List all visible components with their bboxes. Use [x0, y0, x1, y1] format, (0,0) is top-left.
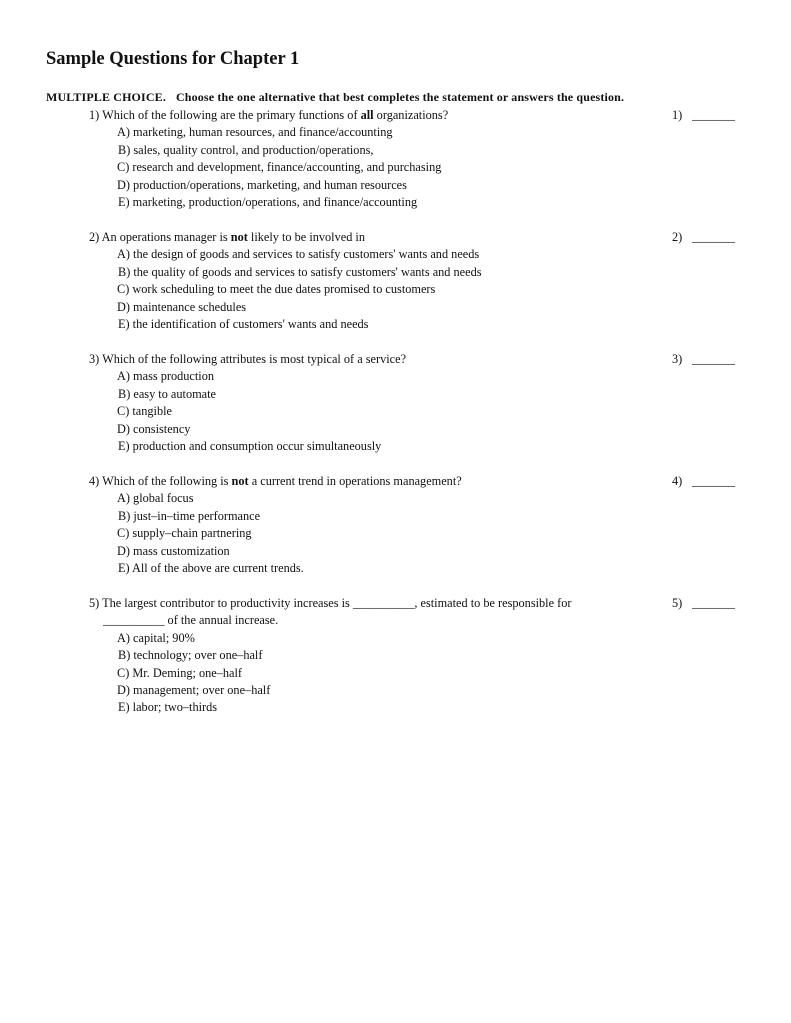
question-number: 2) — [89, 230, 100, 244]
answer-line: _______ — [692, 352, 736, 366]
section-instruction: Choose the one alternative that best completes the statement or answers the question. — [175, 90, 625, 104]
choice-d: D) mass customization — [117, 543, 230, 558]
choice-b: B) easy to automate — [118, 386, 217, 401]
page-title: Sample Questions for Chapter 1 — [46, 49, 300, 69]
stem-text: Which of the following attributes is most typical of a service? — [102, 352, 407, 366]
section-kind: MULTIPLE CHOICE. — [46, 90, 166, 104]
stem-emphasis: not — [230, 230, 248, 244]
stem-emphasis: not — [231, 474, 249, 488]
stem-text-after: a current trend in operations management? — [248, 474, 462, 488]
stem-text-after: organizations? — [373, 108, 449, 122]
answer-number: 1) — [672, 108, 683, 122]
choice-e: E) the identification of customers' wants and needs — [118, 317, 369, 331]
stem-continuation: __________ of the annual increase. — [103, 613, 279, 628]
question-number: 3) — [89, 352, 100, 366]
choice-d: D) consistency — [117, 421, 191, 436]
answer-number: 3) — [672, 352, 683, 366]
choice-a: A) the design of goods and services to satisfy customers' wants and needs — [117, 247, 480, 262]
question-number: 1) — [89, 108, 100, 122]
answer-line: _______ — [692, 230, 736, 244]
stem-text: An operations manager is — [101, 230, 231, 244]
question-stem — [89, 595, 571, 612]
stem-text: The largest contributor to productivity increases is __________, estimated to be responsible for — [102, 596, 572, 610]
answer-line: _______ — [692, 596, 736, 610]
choice-b: B) the quality of goods and services to satisfy customers' wants and needs — [118, 264, 482, 279]
choice-e: E) All of the above are current trends. — [118, 561, 304, 575]
choice-e: E) labor; two–thirds — [118, 700, 218, 715]
answer-blank-3[interactable] — [672, 351, 735, 368]
choice-a: A) mass production — [117, 369, 214, 384]
choice-e: E) marketing, production/operations, and finance/accounting — [118, 195, 418, 209]
choice-c: C) work scheduling to meet the due dates promised to customers — [117, 282, 436, 297]
choice-b: B) technology; over one–half — [118, 648, 263, 663]
choice-e: E) production and consumption occur simultaneously — [118, 439, 382, 453]
answer-line: _______ — [692, 474, 736, 488]
choice-c: C) Mr. Deming; one–half — [117, 665, 242, 680]
choice-a: A) capital; 90% — [117, 630, 195, 645]
stem-emphasis: all — [360, 108, 374, 122]
question-number: 4) — [89, 474, 100, 488]
answer-blank-4[interactable] — [672, 473, 735, 490]
choice-d: D) management; over one–half — [117, 683, 271, 697]
choice-c: C) supply–chain partnering — [117, 526, 252, 541]
stem-text: Which of the following are the primary functions of — [102, 108, 361, 122]
answer-blank-5[interactable] — [672, 595, 735, 612]
question-stem — [89, 229, 365, 246]
section-header — [46, 90, 624, 105]
choice-c: C) research and development, finance/accounting, and purchasing — [117, 160, 442, 175]
stem-text-after: likely to be involved in — [247, 230, 365, 244]
choice-d: D) maintenance schedules — [117, 299, 247, 314]
choice-a: A) marketing, human resources, and finance/accounting — [117, 125, 393, 140]
answer-number: 4) — [672, 474, 683, 488]
question-number: 5) — [89, 596, 100, 610]
stem-text: Which of the following is — [102, 474, 232, 488]
answer-line: _______ — [692, 108, 736, 122]
choice-c: C) tangible — [117, 404, 172, 419]
choice-a: A) global focus — [117, 491, 194, 506]
choice-b: B) just–in–time performance — [118, 508, 261, 523]
answer-blank-2[interactable] — [672, 229, 735, 246]
answer-number: 5) — [672, 596, 683, 610]
choice-d: D) production/operations, marketing, and human resources — [117, 177, 407, 192]
question-stem — [89, 473, 462, 490]
answer-blank-1[interactable] — [672, 107, 735, 124]
choice-b: B) sales, quality control, and production/operations, — [118, 142, 374, 157]
question-stem — [89, 107, 448, 124]
answer-number: 2) — [672, 230, 683, 244]
question-stem — [89, 351, 406, 368]
